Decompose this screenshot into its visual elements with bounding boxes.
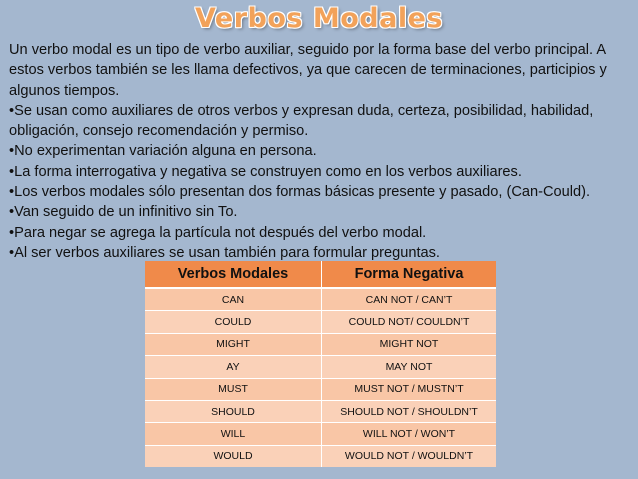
verb-cell: WILL bbox=[145, 423, 322, 445]
negative-cell: MUST NOT / MUSTN’T bbox=[322, 378, 497, 400]
verb-cell: MIGHT bbox=[145, 333, 322, 355]
verb-cell: SHOULD bbox=[145, 400, 322, 422]
negative-cell: MAY NOT bbox=[322, 356, 497, 378]
bullet-item: •Para negar se agrega la partícula not después del verbo modal. bbox=[9, 224, 427, 241]
verb-cell: MUST bbox=[145, 378, 322, 400]
verb-cell: COULD bbox=[145, 311, 322, 333]
table-row bbox=[145, 378, 496, 400]
header-modal-verbs: Verbos Modales bbox=[145, 261, 322, 288]
verb-cell: CAN bbox=[145, 288, 322, 311]
table-row bbox=[145, 288, 496, 311]
negative-cell: SHOULD NOT / SHOULDN’T bbox=[322, 400, 497, 422]
negative-cell: CAN NOT / CAN’T bbox=[322, 288, 497, 311]
bullet-item: •La forma interrogativa y negativa se construyen como en los verbos auxiliares. bbox=[9, 163, 522, 180]
table-row bbox=[145, 333, 496, 355]
bullet-item: •Los verbos modales sólo presentan dos formas básicas presente y pasado, (Can-Could). bbox=[9, 184, 591, 201]
table-header-row bbox=[145, 261, 496, 288]
bullet-item: •Van seguido de un infinitivo sin To. bbox=[9, 204, 238, 221]
bullet-item: •No experimentan variación alguna en persona. bbox=[9, 143, 317, 160]
slide-title: Verbos Modales bbox=[195, 3, 443, 34]
negative-cell: WOULD NOT / WOULDN’T bbox=[322, 445, 497, 467]
table-row bbox=[145, 400, 496, 422]
verb-cell: WOULD bbox=[145, 445, 322, 467]
negative-cell: WILL NOT / WON’T bbox=[322, 423, 497, 445]
slide-body bbox=[9, 40, 634, 263]
negative-cell: MIGHT NOT bbox=[322, 333, 497, 355]
table-row bbox=[145, 311, 496, 333]
table-row bbox=[145, 356, 496, 378]
table-row bbox=[145, 445, 496, 467]
negative-cell: COULD NOT/ COULDN’T bbox=[322, 311, 497, 333]
table-row bbox=[145, 423, 496, 445]
verb-cell: AY bbox=[145, 356, 322, 378]
bullet-item: •Al ser verbos auxiliares se usan también para formular preguntas. bbox=[9, 244, 440, 261]
bullet-item: •Se usan como auxiliares de otros verbos y expresan duda, certeza, posibilidad, habilidad, obligación, consejo recomendación y permiso. bbox=[9, 102, 594, 140]
intro-paragraph: Un verbo modal es un tipo de verbo auxiliar, seguido por la forma base del verbo principal. A estos verbos también se les llama defectivos, ya que carecen de terminaciones, participios y algunos tiempos. bbox=[9, 42, 607, 99]
modal-verbs-table bbox=[145, 261, 496, 467]
header-negative-form: Forma Negativa bbox=[322, 261, 497, 288]
